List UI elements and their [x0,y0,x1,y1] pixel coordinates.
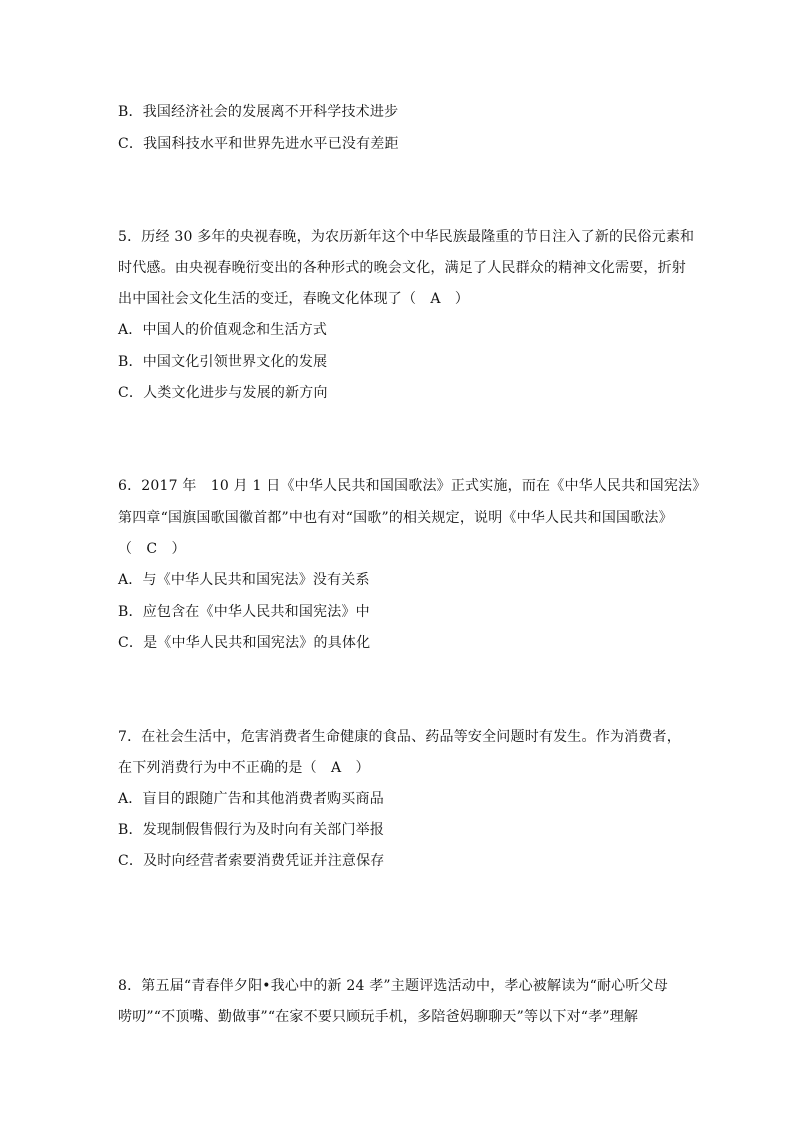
q6-stem-line-3: （ C ） [118,541,186,557]
q5-option-b: B．中国文化引领世界文化的发展 [118,354,328,370]
q4-option-c: C．我国科技水平和世界先进水平已没有差距 [118,136,399,152]
q6-option-c: C．是《中华人民共和国宪法》的具体化 [118,635,371,651]
q7-option-a: A．盲目的跟随广告和其他消费者购买商品 [118,791,384,807]
q8-stem-line-2: 唠叨”“不顶嘴、勤做事”“在家不要只顾玩手机，多陪爸妈聊聊天”等以下对“孝”理解 [118,1009,639,1025]
q5-option-c: C．人类文化进步与发展的新方向 [118,385,328,401]
q4-option-b: B．我国经济社会的发展离不开科学技术进步 [118,104,399,120]
q8-stem-line-1: 8．第五届“青春伴夕阳•我心中的新 24 孝”主题评选活动中，孝心被解读为“耐心听父母 [118,978,668,994]
q5-option-a: A．中国人的价值观念和生活方式 [118,322,328,338]
q5-stem-line-2: 时代感。由央视春晚衍变出的各种形式的晚会文化，满足了人民群众的精神文化需要，折射 [118,260,686,276]
q6-stem-line-1: 6．2017 年 10 月 1 日《中华人民共和国国歌法》正式实施，而在《中华人民共和国宪法》 [118,478,707,494]
q7-stem-line-1: 7．在社会生活中，危害消费者生命健康的食品、药品等安全问题时有发生。作为消费者， [118,729,681,745]
q6-option-b: B．应包含在《中华人民共和国宪法》中 [118,604,370,620]
q7-option-c: C．及时向经营者索要消费凭证并注意保存 [118,853,385,869]
q5-stem-line-3: 出中国社会文化生活的变迁，春晚文化体现了（ A ） [118,291,470,307]
q7-stem-line-2: 在下列消费行为中不正确的是（ A ） [118,760,370,776]
q5-stem-line-1: 5．历经 30 多年的央视春晚，为农历新年这个中华民族最隆重的节日注入了新的民俗元素和 [118,229,695,245]
q6-option-a: A．与《中华人民共和国宪法》没有关系 [118,572,370,588]
q7-option-b: B．发现制假售假行为及时向有关部门举报 [118,822,385,838]
q6-stem-line-2: 第四章“国旗国歌国徽首都”中也有对“国歌”的相关规定，说明《中华人民共和国国歌法》 [118,510,673,526]
